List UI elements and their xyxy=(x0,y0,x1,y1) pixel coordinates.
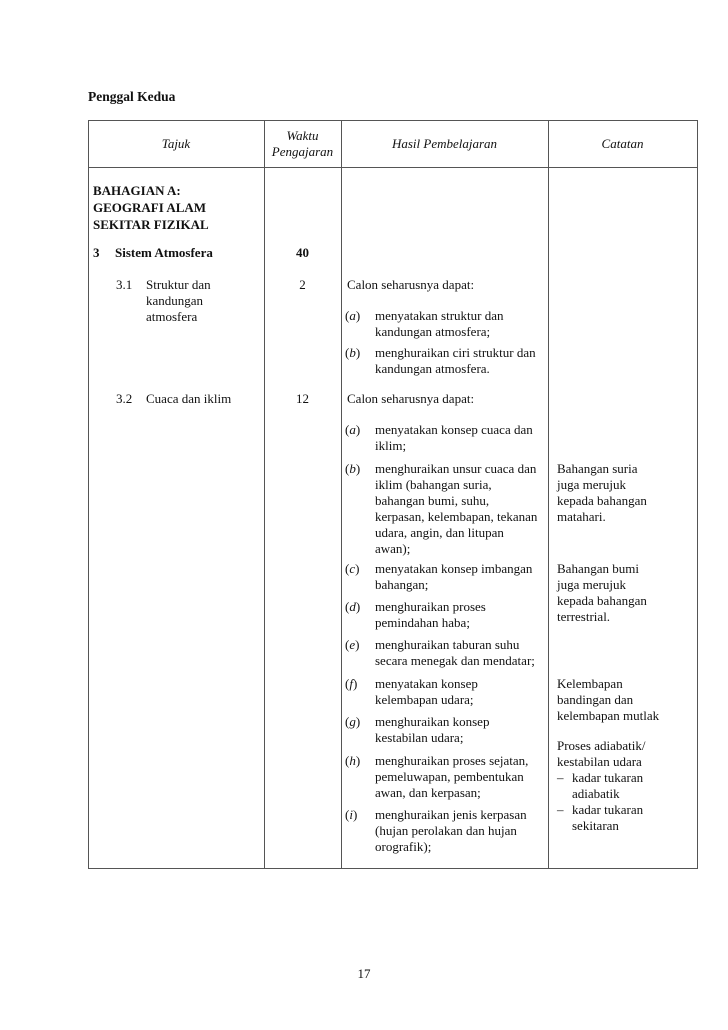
note-line: Bahangan suria xyxy=(557,461,638,476)
outcome-line: secara menegak dan mendatar; xyxy=(375,653,535,668)
sub1-title-line: atmosfera xyxy=(146,309,198,324)
outcome-text xyxy=(375,714,547,746)
outcome-text xyxy=(375,308,547,340)
note-dash-item xyxy=(557,770,687,802)
outcome-line: menghuraikan unsur cuaca dan xyxy=(375,461,537,476)
note-line: adiabatik xyxy=(572,786,620,801)
outcome-line: menyatakan konsep xyxy=(375,676,478,691)
note-line: kadar tukaran xyxy=(572,802,644,817)
outcome-line: awan); xyxy=(375,541,411,556)
note-line: Kelembapan xyxy=(557,676,623,691)
part-heading xyxy=(93,182,209,233)
table-left-rule xyxy=(88,120,89,869)
note-line: terrestrial. xyxy=(557,609,611,624)
part-heading-line3: SEKITAR FIZIKAL xyxy=(93,217,209,232)
outcome-label: (a) xyxy=(345,422,361,437)
sub1-hours: 2 xyxy=(299,277,306,292)
column-divider-2 xyxy=(341,120,342,869)
outcome-label: (g) xyxy=(345,714,361,729)
outcome-line: awan, dan kerpasan; xyxy=(375,785,481,800)
outcome-label: (c) xyxy=(345,561,360,576)
topic-title: Sistem Atmosfera xyxy=(115,245,213,260)
outcome-line: menyatakan struktur dan xyxy=(375,308,504,323)
outcome-line: menghuraikan jenis kerpasan xyxy=(375,807,527,822)
part-heading-line2: GEOGRAFI ALAM xyxy=(93,200,207,215)
note-line: matahari. xyxy=(557,509,606,524)
dash-bullet: – xyxy=(557,802,564,817)
header-waktu-line1: Waktu xyxy=(286,128,319,143)
outcome-label: (f) xyxy=(345,676,358,691)
note-line: juga merujuk xyxy=(557,577,626,592)
page-number: 17 xyxy=(357,966,371,981)
outcome-text xyxy=(375,599,547,631)
note-bahangan-bumi xyxy=(557,561,687,625)
note-line: kadar tukaran xyxy=(572,770,644,785)
note-line: kepada bahangan xyxy=(557,493,647,508)
sub2-intro: Calon seharusnya dapat: xyxy=(347,391,475,406)
outcome-line: kelembapan udara; xyxy=(375,692,474,707)
sub2-number: 3.2 xyxy=(116,391,133,406)
note-line: juga merujuk xyxy=(557,477,626,492)
outcome-line: (hujan perolakan dan hujan xyxy=(375,823,517,838)
outcome-text xyxy=(375,807,547,855)
outcome-text xyxy=(375,676,547,708)
outcome-text xyxy=(375,345,547,377)
dash-bullet: – xyxy=(557,770,564,785)
outcome-line: pemeluwapan, pembentukan xyxy=(375,769,524,784)
sub1-title-line: kandungan xyxy=(146,293,204,308)
outcome-line: kandungan atmosfera. xyxy=(375,361,490,376)
outcome-text xyxy=(375,753,547,801)
table-top-rule xyxy=(88,120,698,121)
topic-number: 3 xyxy=(93,245,100,260)
note-line: Bahangan bumi xyxy=(557,561,639,576)
outcome-label: (a) xyxy=(345,308,361,323)
outcome-line: menghuraikan proses sejatan, xyxy=(375,753,529,768)
table-right-rule xyxy=(697,120,698,869)
sub1-title xyxy=(146,277,211,325)
outcome-label: (i) xyxy=(345,807,358,822)
outcome-line: orografik); xyxy=(375,839,432,854)
outcome-line: udara, angin, dan litupan xyxy=(375,525,504,540)
outcome-line: menyatakan konsep cuaca dan xyxy=(375,422,533,437)
part-heading-line1: BAHAGIAN A: xyxy=(93,183,181,198)
note-line: kestabilan udara xyxy=(557,754,642,769)
outcome-text xyxy=(375,561,547,593)
header-waktu-line2: Pengajaran xyxy=(271,144,334,159)
outcome-line: kandungan atmosfera; xyxy=(375,324,491,339)
sub2-title: Cuaca dan iklim xyxy=(146,391,232,406)
outcome-line: menghuraikan ciri struktur dan xyxy=(375,345,536,360)
sub1-number: 3.1 xyxy=(116,277,133,292)
sub2-hours: 12 xyxy=(296,391,309,406)
outcome-line: iklim; xyxy=(375,438,407,453)
outcome-line: menghuraikan taburan suhu xyxy=(375,637,520,652)
outcome-line: menghuraikan proses xyxy=(375,599,486,614)
note-line: kelembapan mutlak xyxy=(557,708,660,723)
outcome-line: menghuraikan konsep xyxy=(375,714,490,729)
note-bahangan-suria xyxy=(557,461,687,525)
section-title: Penggal Kedua xyxy=(88,89,176,104)
header-waktu xyxy=(264,128,341,160)
header-hasil: Hasil Pembelajaran xyxy=(391,136,498,151)
note-dash-item xyxy=(557,802,687,834)
sub1-intro: Calon seharusnya dapat: xyxy=(347,277,475,292)
outcome-label: (b) xyxy=(345,345,361,360)
outcome-label: (d) xyxy=(345,599,361,614)
outcome-text xyxy=(375,422,547,454)
table-bottom-rule xyxy=(88,868,698,869)
sub1-title-line: Struktur dan xyxy=(146,277,211,292)
note-line: bandingan dan xyxy=(557,692,634,707)
note-line: sekitaran xyxy=(572,818,619,833)
outcome-text xyxy=(375,461,547,557)
note-line: Proses adiabatik/ xyxy=(557,738,646,753)
note-proses-adiabatik xyxy=(557,738,687,834)
outcome-label: (b) xyxy=(345,461,361,476)
outcome-line: menyatakan konsep imbangan xyxy=(375,561,533,576)
outcome-line: pemindahan haba; xyxy=(375,615,470,630)
note-kelembapan xyxy=(557,676,687,724)
column-divider-3 xyxy=(548,120,549,869)
outcome-line: bahangan; xyxy=(375,577,429,592)
outcome-text xyxy=(375,637,547,669)
note-line: kepada bahangan xyxy=(557,593,647,608)
outcome-label: (h) xyxy=(345,753,361,768)
outcome-line: bahangan bumi, suhu, xyxy=(375,493,490,508)
outcome-line: iklim (bahangan suria, xyxy=(375,477,492,492)
outcome-line: kerpasan, kelembapan, tekanan xyxy=(375,509,538,524)
header-bottom-rule xyxy=(88,167,698,168)
header-tajuk: Tajuk xyxy=(161,136,191,151)
column-divider-1 xyxy=(264,120,265,869)
outcome-label: (e) xyxy=(345,637,360,652)
topic-hours: 40 xyxy=(296,245,309,260)
header-catatan: Catatan xyxy=(601,136,644,151)
outcome-line: kestabilan udara; xyxy=(375,730,464,745)
